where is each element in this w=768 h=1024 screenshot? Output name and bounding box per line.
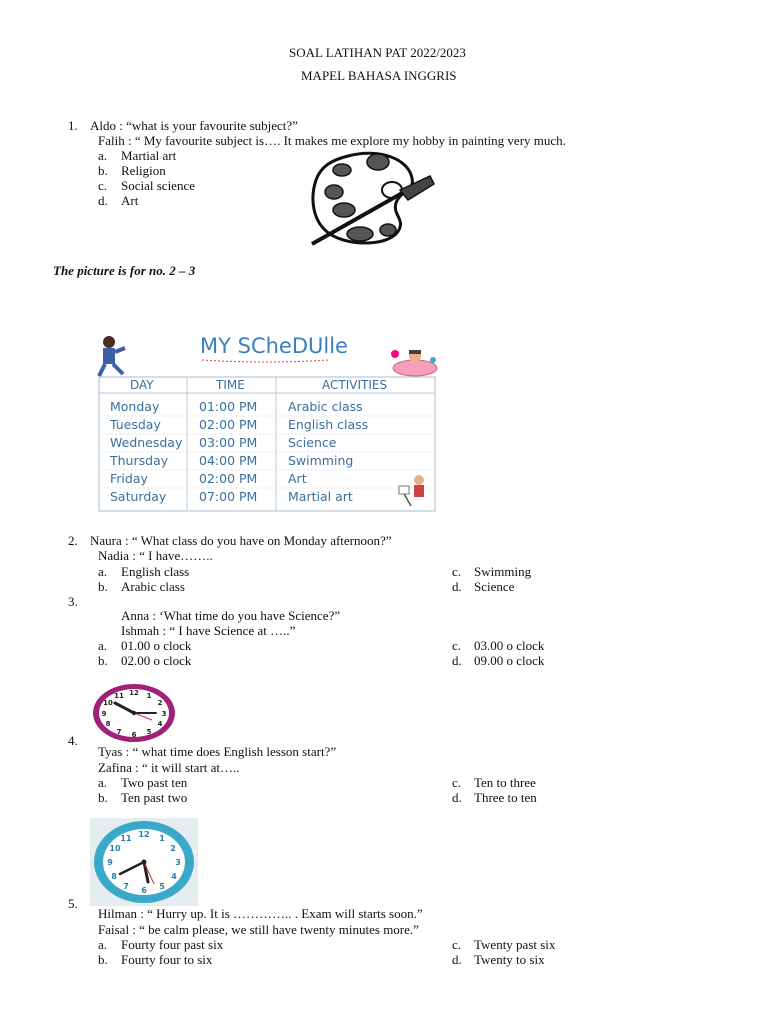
q3-option-a: 01.00 o clock [121,638,192,653]
q5-option-d: Twenty to six [474,952,545,967]
svg-text:10: 10 [103,699,113,707]
karate-kid-icon [99,336,125,376]
schedule-day: Wednesday [110,435,183,450]
schedule-header-activities: ACTIVITIES [322,378,388,392]
schedule-time: 01:00 PM [199,399,258,414]
q5-option-d-letter: d. [452,952,462,967]
q3-option-d-letter: d. [452,653,462,668]
q1-number: 1. [68,118,78,133]
q3-option-b: 02.00 o clock [121,653,192,668]
schedule-time: 04:00 PM [199,453,258,468]
q5-number: 5. [68,896,78,911]
q3-option-c: 03.00 o clock [474,638,545,653]
q4-option-b: Ten past two [121,790,188,805]
q2-option-d: Science [474,579,515,594]
swimming-kid-icon [391,350,437,376]
q3-option-d: 09.00 o clock [474,653,545,668]
q1-line1: Aldo : “what is your favourite subject?” [90,118,298,133]
q1-option-b-letter: b. [98,163,108,178]
q4-option-c-letter: c. [452,775,462,790]
svg-text:2: 2 [157,699,163,707]
q3-number: 3. [68,594,78,609]
q4-option-d: Three to ten [474,790,537,805]
svg-text:5: 5 [146,728,152,736]
q2-option-b-letter: b. [98,579,108,594]
schedule-activity: English class [288,417,369,432]
schedule-activity: Swimming [288,453,354,468]
page-title: SOAL LATIHAN PAT 2022/2023 [289,45,466,60]
q1-option-d: Art [121,193,139,208]
svg-text:1: 1 [146,692,152,700]
svg-text:10: 10 [109,844,121,853]
svg-text:2: 2 [170,844,176,853]
q4-option-a: Two past ten [121,775,188,790]
q5-option-b: Fourty four to six [121,952,213,967]
q3-option-a-letter: a. [98,638,108,653]
svg-text:12: 12 [138,830,150,839]
svg-text:8: 8 [105,720,111,728]
svg-text:7: 7 [123,882,129,891]
schedule-time: 02:00 PM [199,471,258,486]
q3-option-b-letter: b. [98,653,108,668]
q4-number: 4. [68,733,78,748]
schedule-time: 07:00 PM [199,489,258,504]
q5-option-b-letter: b. [98,952,108,967]
schedule-time: 03:00 PM [199,435,258,450]
q4-option-a-letter: a. [98,775,108,790]
svg-text:4: 4 [157,720,163,728]
schedule-day: Friday [110,471,148,486]
clock-icon [90,682,178,744]
svg-text:9: 9 [107,858,113,867]
schedule-activity: Arabic class [288,399,363,414]
q4-option-b-letter: b. [98,790,108,805]
q2-line2: Nadia : “ I have…….. [98,548,213,563]
schedule-title: MY SCheDUlle [200,334,348,358]
schedule-day: Tuesday [110,417,161,432]
svg-text:5: 5 [159,882,165,891]
q1-option-d-letter: d. [98,193,108,208]
q1-option-c: Social science [121,178,195,193]
svg-text:1: 1 [159,834,165,843]
q3-line2: Ishmah : “ I have Science at …..” [121,623,296,638]
picture-note: The picture is for no. 2 – 3 [53,263,196,278]
q4-option-c: Ten to three [474,775,536,790]
schedule-day: Monday [110,399,160,414]
svg-text:6: 6 [141,886,147,895]
q5-option-c-letter: c. [452,937,462,952]
svg-text:12: 12 [129,689,139,697]
q2-option-b: Arabic class [121,579,185,594]
q2-line1: Naura : “ What class do you have on Monday afternoon?” [90,533,392,548]
svg-text:9: 9 [101,710,107,718]
q5-option-a: Fourty four past six [121,937,224,952]
schedule-day: Thursday [110,453,169,468]
wall-clock-icon [90,818,198,906]
q4-option-d-letter: d. [452,790,462,805]
schedule-image [95,330,440,513]
schedule-header-time: TIME [216,378,245,392]
svg-text:4: 4 [171,872,177,881]
q1-line2: Falih : “ My favourite subject is…. It makes me explore my hobby in painting very much. [98,133,566,148]
schedule-activity: Martial art [288,489,353,504]
q5-line1: Hilman : “ Hurry up. It is ………….. . Exam will starts soon.” [98,906,423,921]
svg-text:11: 11 [114,692,124,700]
svg-text:8: 8 [111,872,117,881]
page-subtitle: MAPEL BAHASA INGGRIS [301,68,457,83]
q2-option-a-letter: a. [98,564,108,579]
svg-text:7: 7 [116,728,122,736]
schedule-header-day: DAY [130,378,154,392]
q2-option-c: Swimming [474,564,532,579]
svg-text:11: 11 [120,834,132,843]
q1-option-a-letter: a. [98,148,108,163]
q1-option-b: Religion [121,163,166,178]
schedule-day: Saturday [110,489,167,504]
q1-option-a: Martial art [121,148,177,163]
schedule-activity: Science [288,435,337,450]
q2-option-c-letter: c. [452,564,462,579]
svg-text:6: 6 [131,731,137,739]
svg-text:3: 3 [175,858,181,867]
q5-option-c: Twenty past six [474,937,556,952]
svg-text:3: 3 [161,710,167,718]
schedule-time: 02:00 PM [199,417,258,432]
q2-option-d-letter: d. [452,579,462,594]
q4-line2: Zafina : “ it will start at….. [98,760,240,775]
q1-option-c-letter: c. [98,178,108,193]
q2-number: 2. [68,533,78,548]
q3-line1: Anna : ‘What time do you have Science?” [121,608,341,623]
paint-palette-icon [308,148,438,248]
q5-option-a-letter: a. [98,937,108,952]
q2-option-a: English class [121,564,190,579]
q3-option-c-letter: c. [452,638,462,653]
schedule-activity: Art [288,471,307,486]
q4-line1: Tyas : “ what time does English lesson start?” [98,744,337,759]
q5-line2: Faisal : “ be calm please, we still have twenty minutes more.” [98,922,419,937]
